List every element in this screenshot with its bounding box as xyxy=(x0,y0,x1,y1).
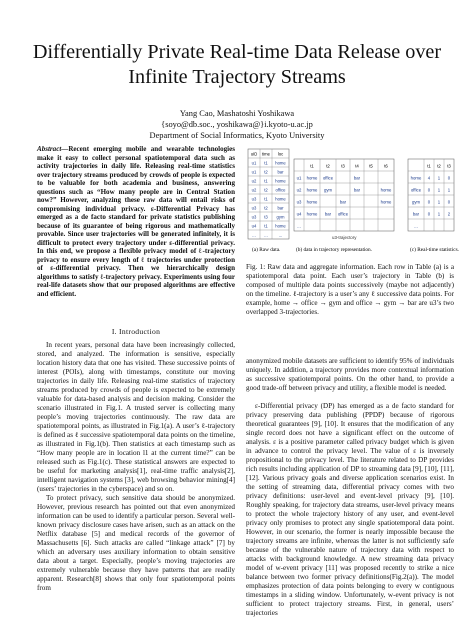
table-a-cell: home xyxy=(275,160,286,166)
table-b-cell: u1 xyxy=(296,175,302,181)
intro-paragraph-2: To protect privacy, such sensitive data should be anonymized. However, previous research has pointed out that even anonymized information can be used to identify a particular person. Several well-known privacy disclosure cases have arisen, such as an attack on the Netflix database [5] and medical records of the governor of Massachusetts [6]. Such attacks are called “linkage attack” [7] by which an adversary uses auxiliary information to obtain sensitive data about a target. Especially, people’s moving trajectories are extremely vulnerable because they have patterns that are readily apparent. Research[8] shows that only four spatiotemporal points from xyxy=(37,494,235,592)
table-c-cell: t2 xyxy=(437,163,441,169)
paper-title: Differentially Private Real-time Data Release over Infinite Trajectory Streams xyxy=(32,41,442,88)
left-column-body xyxy=(37,341,235,593)
table-b-cell: home xyxy=(380,187,392,193)
table-a-cell: home xyxy=(275,223,286,229)
table-b-cell: t3 xyxy=(341,163,345,169)
table-a-cell: u2 xyxy=(251,187,257,193)
table-c-cell: 1 xyxy=(437,187,441,193)
section-heading-introduction: I. Introduction xyxy=(111,327,161,336)
subcaption-b: (b) data in trajectory representation. xyxy=(296,247,373,253)
table-b-cell: home xyxy=(380,199,392,205)
table-b-cell: office xyxy=(337,211,349,217)
table-a-cell: t1 xyxy=(264,160,268,166)
table-b-cell: u4 xyxy=(296,211,302,217)
table-a-cell: home xyxy=(275,178,286,184)
table-c-cell: 4 xyxy=(427,175,431,181)
table-a-cell: uID xyxy=(250,151,258,157)
table-a-cell: ... xyxy=(252,232,256,238)
table-c-cell: 0 xyxy=(427,187,431,193)
table-c-cell: 0 xyxy=(427,199,431,205)
table-a-cell: bar xyxy=(277,205,284,211)
table-c-cell: home xyxy=(410,175,422,181)
table-c-cell: 1 xyxy=(437,211,441,217)
table-b-label: u3-trajectory xyxy=(332,235,357,240)
figure-1-graphic xyxy=(246,145,459,260)
table-c-cell: office xyxy=(410,187,422,193)
table-c-cell: 0 xyxy=(447,199,451,205)
right-column-body xyxy=(246,357,454,618)
table-b-cell: t6 xyxy=(384,163,388,169)
author-affiliation: Department of Social Informatics, Kyoto University xyxy=(149,131,325,140)
table-b-cell: home xyxy=(306,175,318,181)
table-b-cell: t5 xyxy=(369,163,373,169)
table-a-cell: home xyxy=(275,196,286,202)
table-a-cell: gym xyxy=(276,214,285,220)
figure-1 xyxy=(246,145,459,260)
table-c-cell: t1 xyxy=(427,163,431,169)
abstract-body: —Recent emerging mobile and wearable technologies make it easy to collect personal spatiotemporal data such as activity trajectories in daily life. Releasing real-time statistics over trajectory streams produced by crowds of people is expected to be valuable for both academia and business, answering questions such as “How many people are in Central Station now?” However, analyzing these raw data will entail risks of compromising individual privacy. ε-Differential Privacy has emerged as a de facto standard for private statistics publishing because of its guarantee of being rigorous and mathematically provable. Since user trajectories will be generated infinitely, it is difficult to protect every trajectory under ε-differential privacy. In this end, we propose a flexible privacy model of ℓ-trajectory privacy to ensure every length of ℓ trajectories under protection of ε-differential privacy. Then we hierarchically design algorithms to satisfy ℓ-trajectory privacy. Experiments using four real-life datasets show that our proposed algorithms are effective and efficient. xyxy=(37,145,235,298)
table-c-cell: bar xyxy=(412,211,420,217)
table-b-cell: bar xyxy=(353,187,361,193)
table-b-cell: gym xyxy=(323,187,333,193)
table-b-cell: bar xyxy=(353,175,361,181)
table-a-cell: u4 xyxy=(251,223,257,229)
table-a-cell: u1 xyxy=(251,160,257,166)
author-emails: {soyo@db.soc., yoshikawa@}i.kyoto-u.ac.jp xyxy=(161,120,313,129)
table-c-cell: 1 xyxy=(447,187,451,193)
table-b-cell: home xyxy=(306,199,318,205)
table-c-cell: 1 xyxy=(437,199,441,205)
abstract xyxy=(37,145,235,298)
table-a-cell: time xyxy=(262,151,270,157)
subcaption-a: (a) Raw data. xyxy=(252,247,281,253)
table-c-cell: 2 xyxy=(447,211,451,217)
table-a-cell: u3 xyxy=(251,196,257,202)
subcaption-c: (c) Real-time statistics. xyxy=(410,247,459,253)
table-a-cell: ... xyxy=(264,232,268,238)
table-a-cell: bar xyxy=(277,169,284,175)
figure-1-caption: Fig. 1: Raw data and aggregate information. Each row in Table (a) is a spatiotemporal data point. Each user’s trajectory in Table (b) is composed of multiple data points successively (maybe not adjacently) on the timeline. ℓ-trajectory is a user’s any ℓ successive data points. For example, home → office → gym and office → gym → bar are u3’s two overlapped 3-trajectories. xyxy=(246,263,454,316)
author-block xyxy=(20,108,454,141)
table-b-cell: bar xyxy=(324,211,332,217)
table-c-cell: gym xyxy=(411,199,421,205)
table-b-cell: bar xyxy=(339,199,347,205)
right-paragraph-2: ε-Differential privacy (DP) has emerged as a de facto standard for privacy preserving data publishing (PPDP) because of rigorous theoretical guarantees [9], [10]. It ensures that the modification of any single record does not have a significant effect on the outcome of analysis. ε is a positive parameter called privacy budget which is given in advance to control the privacy level. The value of ε is inversely propositional to the privacy level. The literature related to DP provides rich results including application of DP to streaming data [9], [10], [11], [12]. Various privacy goals and diverse application scenarios exist. In the setting of streaming data, differential privacy comes with two privacy definitions: user-level and event-level privacy [9], [10]. Roughly speaking, for trajectory data streams, user-level privacy means to protect the whole trajectory history of any user, and event-level privacy only promises to protect any single spatiotemporal data point. However, in our scenario, the former is nearly impossible because the trajectory streams are infinite, whereas the latter is not sufficiently safe because of the vulnerable nature of trajectory data with respect to attacks with background knowledge. A new streaming data privacy model of w-event privacy [11] was proposed recently to strike a nice balance between two former privacy definitions(Fig.2(a)). The model emphasizes protection of data points belonging to every w contiguous timestamps in a sliding window. Unfortunately, w-event privacy is not sufficient to protect trajectory streams. First, in general, users’ trajectories xyxy=(246,402,454,617)
abstract-lead: Abstract xyxy=(37,145,62,153)
table-b-cell: home xyxy=(306,187,318,193)
table-b-cell: u3 xyxy=(296,199,302,205)
table-b-cell: t1 xyxy=(310,163,314,169)
table-a-cell: t3 xyxy=(264,214,268,220)
table-a-cell: t1 xyxy=(264,178,268,184)
table-b-cell: home xyxy=(306,211,318,217)
table-c-cell: 0 xyxy=(427,211,431,217)
table-a-cell: u1 xyxy=(251,169,257,175)
table-a-cell: t2 xyxy=(264,187,268,193)
table-a-cell: t1 xyxy=(264,223,268,229)
table-c-cell: ... xyxy=(414,223,418,229)
table-a-cell: office xyxy=(275,187,286,193)
table-a-cell: t2 xyxy=(264,169,268,175)
table-b-cell: t4 xyxy=(355,163,359,169)
table-a-cell: u3 xyxy=(251,214,257,220)
table-a-cell: u3 xyxy=(251,205,257,211)
table-b-cell: u2 xyxy=(296,187,302,193)
table-c-cell: t3 xyxy=(447,163,451,169)
table-b-cell: office xyxy=(322,175,334,181)
right-paragraph-1: anonymized mobile datasets are sufficient to identify 95% of individuals uniquely. In addition, a trajectory provides more contextual information as successive spatiotemporal points. On the other hand, to provide a good trade-off between privacy and utility, a flexible model is needed. xyxy=(246,357,454,392)
table-a-cell: ... xyxy=(278,232,283,238)
intro-paragraph-1: In recent years, personal data have been increasingly collected, stored, and analyzed. The information is sensitive, especially location history data that one has visited. These successive points of interest (POIs), along with timestamps, constitute our moving trajectories in daily life. Releasing real-time statistics of trajectory streams produced by crowds of people is expected to be extremely valuable for data-based analysis and decision making. Consider the scenario illustrated in Fig.1. A trusted server is collecting many people’s moving trajectories continuously. The raw data are spatiotemporal points, as illustrated in Fig.1(a). A user’s ℓ-trajectory is defined as ℓ successive spatiotemporal data points on the timeline, as illustrated in Fig.1(b). Then statistics at each timestamp such as “How many people are in location l1 at the current time?” can be released such as Fig.1(c). These statistical answers are expected to be useful for marketing analysis[1], real-time traffic analysis[2], intelligent navigation systems [3], web browsing behavior mining[4] (users’ trajectories in the cyberspace) and so on. xyxy=(37,341,235,493)
table-a-cell: t1 xyxy=(264,196,268,202)
table-b-cell: ... xyxy=(297,223,301,229)
author-names: Yang Cao, Mashatoshi Yoshikawa xyxy=(179,109,295,118)
table-a-cell: loc xyxy=(277,151,284,157)
table-a-cell: u2 xyxy=(251,178,257,184)
table-c-cell: 1 xyxy=(437,175,441,181)
table-a-cell: t2 xyxy=(264,205,268,211)
table-c-cell: 0 xyxy=(447,175,451,181)
table-b-cell: t2 xyxy=(326,163,330,169)
